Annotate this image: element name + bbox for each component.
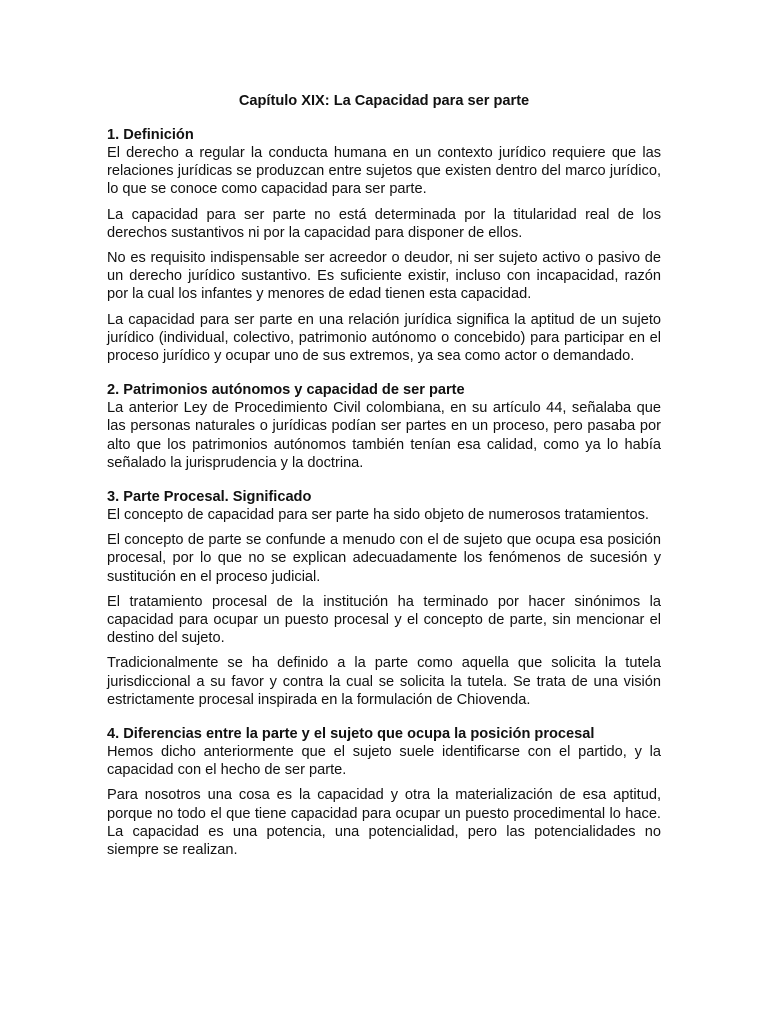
paragraph: El derecho a regular la conducta humana en un contexto jurídico requiere que las relaciones jurídicas se produzcan entre sujetos que existen dentro del marco jurídico, lo que se conoce como capacidad para ser parte. — [107, 145, 661, 198]
paragraph: La capacidad para ser parte no está determinada por la titularidad real de los derechos sustantivos ni por la capacidad para disponer de ellos. — [107, 206, 661, 241]
section-heading: 2. Patrimonios autónomos y capacidad de ser parte — [107, 382, 465, 399]
paragraph: Para nosotros una cosa es la capacidad y otra la materialización de esa aptitud, porque no todo el que tiene capacidad para ocupar un puesto procedimental lo hace. La capacidad es una potencia, una potencialidad, pero las potencialidades no siempre se realizan. — [107, 787, 661, 859]
section-diferencias — [107, 726, 661, 859]
paragraph: El concepto de parte se confunde a menudo con el de sujeto que ocupa esa posición procesal, por lo que no se explican adecuadamente los fenómenos de sucesión y sustitución en el proceso judicial. — [107, 532, 661, 585]
section-heading: 1. Definición — [107, 127, 194, 143]
paragraph: La anterior Ley de Procedimiento Civil colombiana, en su artículo 44, señalaba que las personas naturales o jurídicas podían ser partes en un proceso, pero pasaba por alto que los patrimonios autónomos también tenían esa calidad, como ya lo había señalado la jurisprudencia y la doctrina. — [107, 400, 661, 471]
paragraph: El concepto de capacidad para ser parte ha sido objeto de numerosos tratamientos. — [107, 507, 649, 524]
section-parte-procesal — [107, 489, 661, 709]
paragraph: Tradicionalmente se ha definido a la parte como aquella que solicita la tutela jurisdiccional a su favor y contra la cual se solicita la tutela. Se trata de una visión estrictamente procesal inspirada en la formulación de Chiovenda. — [107, 655, 661, 708]
document-title: Capítulo XIX: La Capacidad para ser parte — [238, 93, 530, 109]
section-patrimonios-autonomos — [107, 382, 661, 472]
paragraph: La capacidad para ser parte en una relación jurídica significa la aptitud de un sujeto jurídico (individual, colectivo, patrimonio autónomo o concebido) para participar en el proceso jurídico y ocupar uno de sus extremos, ya sea como actor o demandado. — [107, 311, 661, 365]
section-heading: 3. Parte Procesal. Significado — [107, 489, 312, 506]
paragraph: No es requisito indispensable ser acreedor o deudor, ni ser sujeto activo o pasivo de un derecho jurídico sustantivo. Es suficiente existir, incluso con incapacidad, razón por la cual los infantes y menores de edad tienen esta capacidad. — [107, 250, 661, 303]
section-definicion — [107, 127, 661, 365]
paragraph: Hemos dicho anteriormente que el sujeto suele identificarse con el partido, y la capacidad con el hecho de ser parte. — [107, 744, 661, 779]
section-heading: 4. Diferencias entre la parte y el sujeto que ocupa la posición procesal — [107, 726, 595, 743]
paragraph: El tratamiento procesal de la institución ha terminado por hacer sinónimos la capacidad para ocupar un puesto procesal y el concepto de parte, sin mencionar el destino del sujeto. — [107, 593, 661, 647]
